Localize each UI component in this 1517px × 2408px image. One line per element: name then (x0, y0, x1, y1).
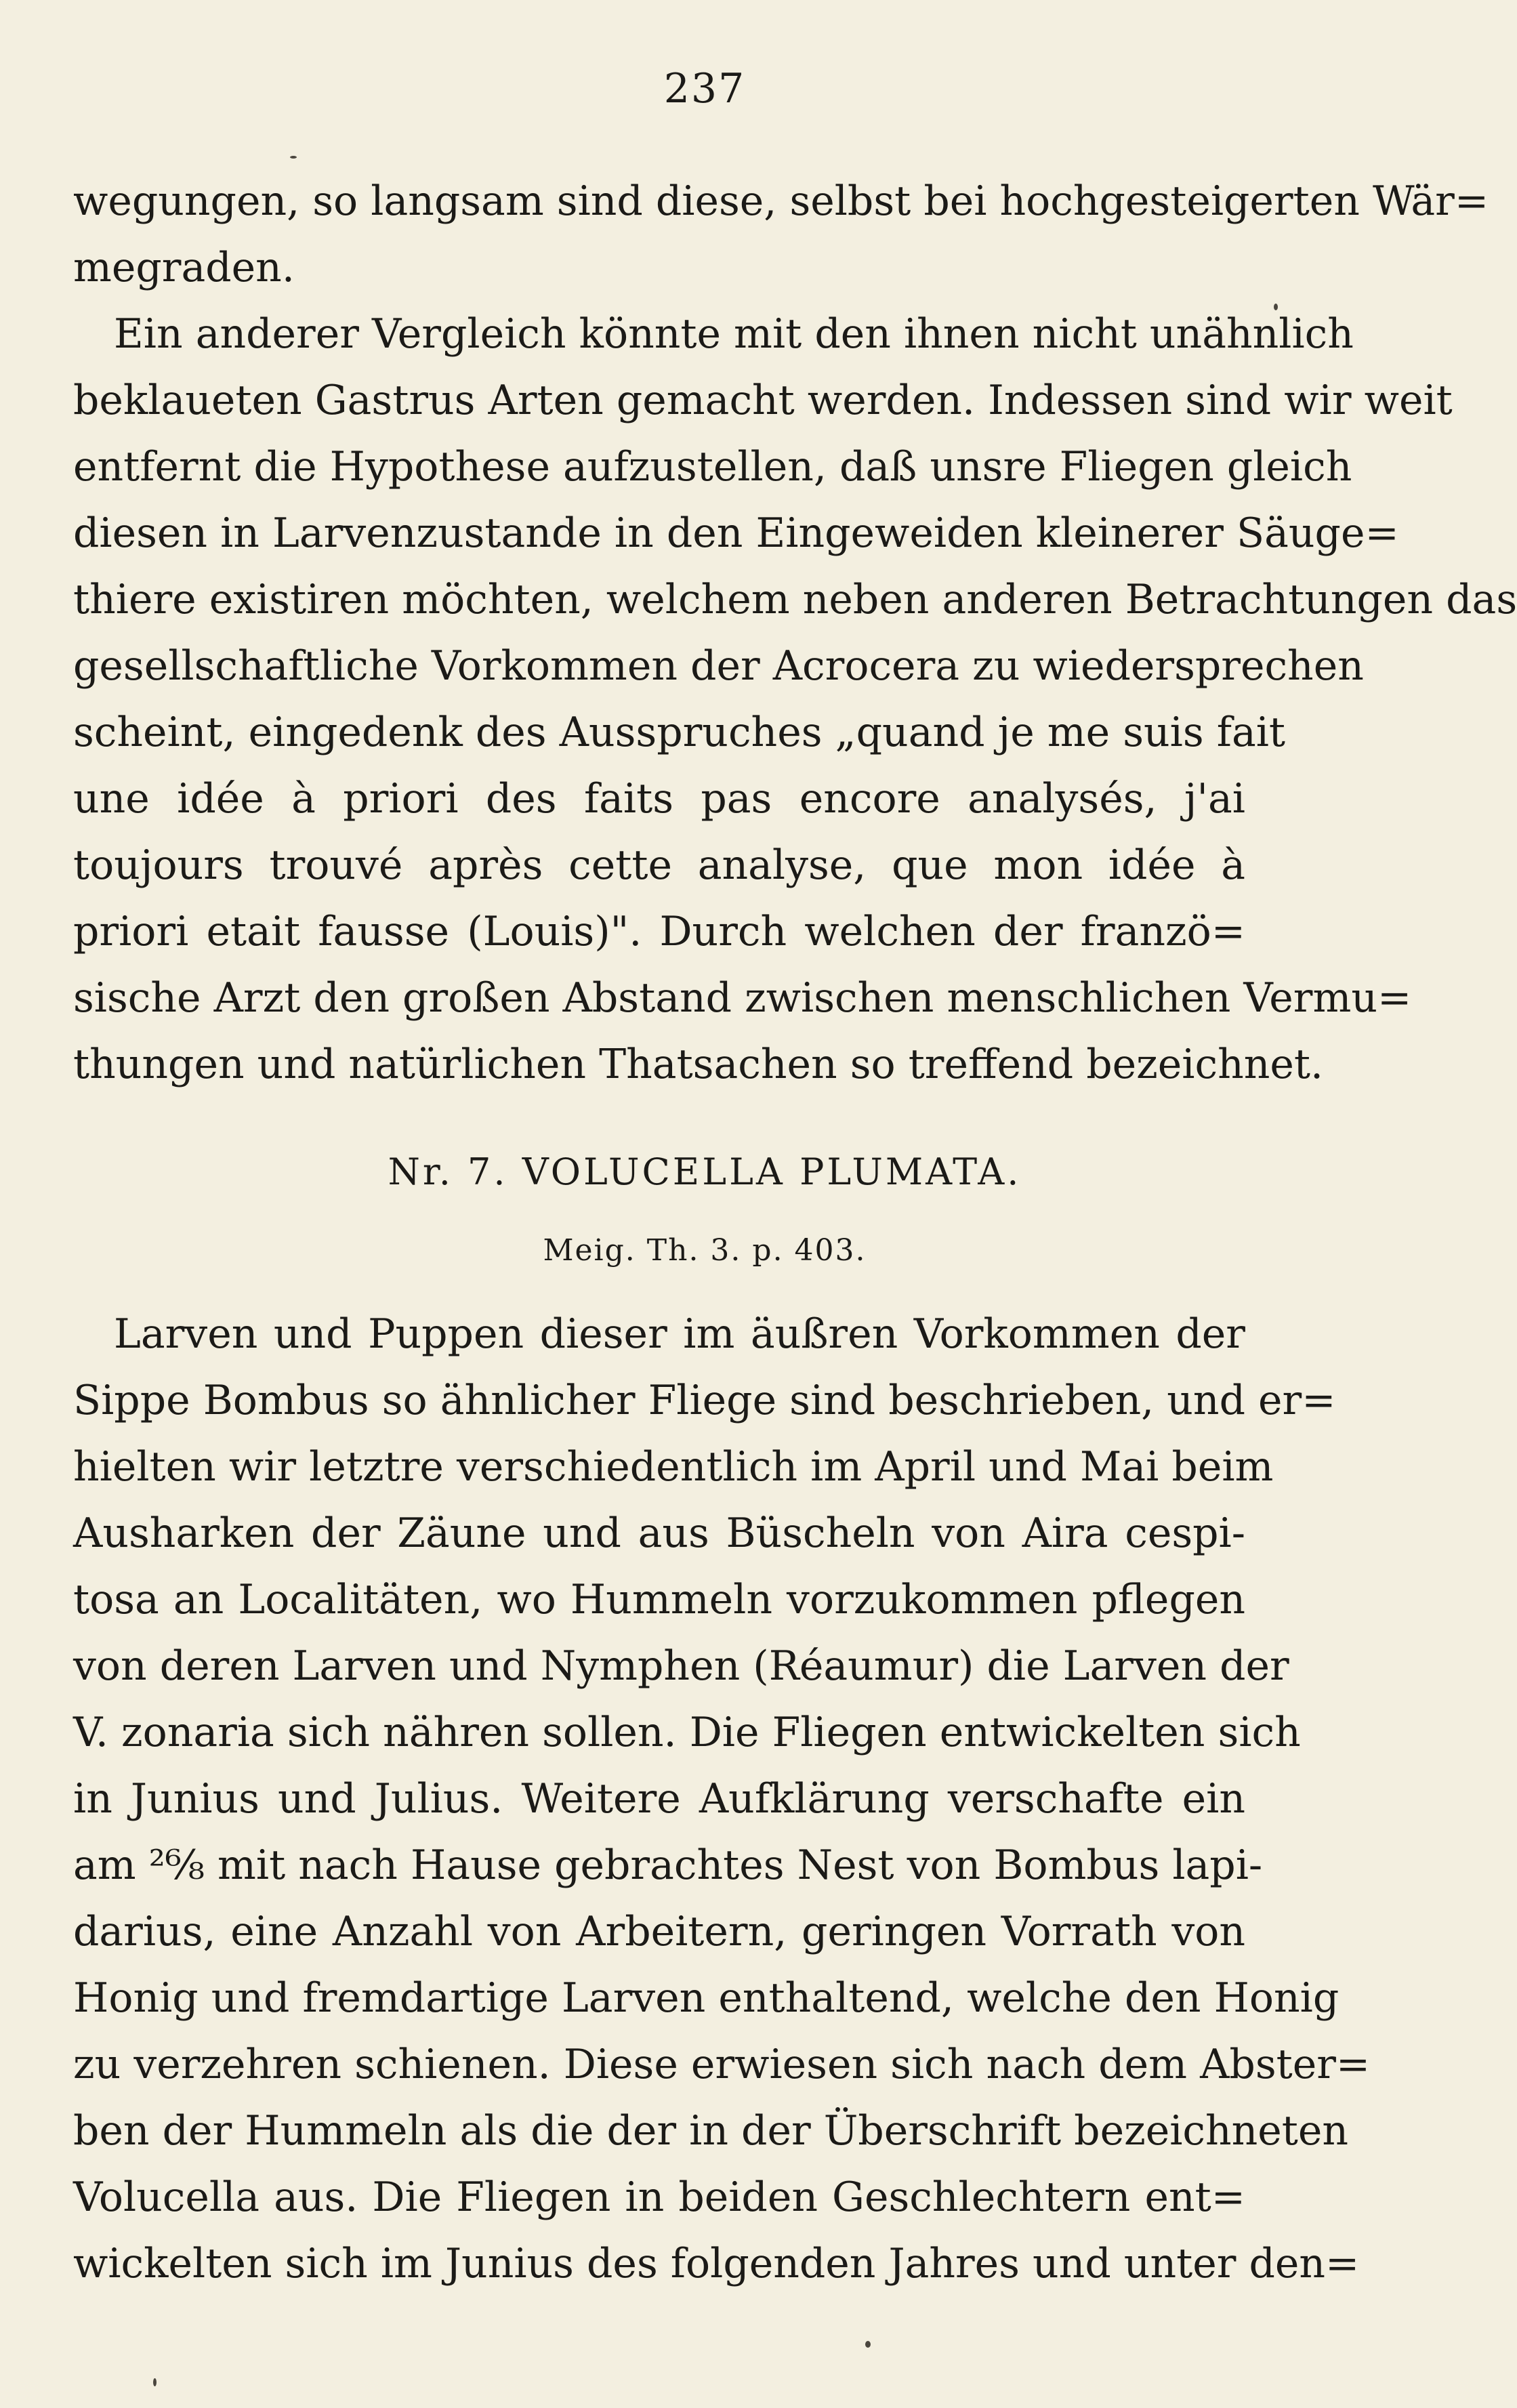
text-line: hielten wir letztre verschiedentlich im April und Mai beim (73, 1443, 1274, 1491)
section-subheading: Meig. Th. 3. p. 403. (543, 1233, 867, 1268)
text-line: Volucella aus. Die Fliegen in beiden Geschlechtern ent= (73, 2174, 1245, 2221)
text-line: priori etait fausse (Louis)". Durch welchen der franzö= (73, 908, 1245, 955)
text-line: Ausharken der Zäune und aus Büscheln von Aira cespi- (73, 1510, 1245, 1557)
text-line: wickelten sich im Junius des folgenden Jahres und unter den= (73, 2240, 1360, 2287)
text-line: darius, eine Anzahl von Arbeitern, geringen Vorrath von (73, 1908, 1245, 1955)
text-line: megraden. (73, 244, 295, 291)
text-line: beklaueten Gastrus Arten gemacht werden. Indessen sind wir weit (73, 377, 1453, 424)
text-line: Larven und Puppen dieser im äußren Vorkommen der (114, 1310, 1245, 1358)
text-line: sische Arzt den großen Abstand zwischen menschlichen Vermu= (73, 974, 1412, 1022)
text-line: wegungen, so langsam sind diese, selbst bei hochgesteigerten Wär= (73, 178, 1489, 225)
text-line: zu verzehren schienen. Diese erwiesen sich nach dem Abster= (73, 2041, 1371, 2088)
text-line: thiere existiren möchten, welchem neben anderen Betrachtungen das (73, 576, 1517, 623)
text-line: Sippe Bombus so ähnlicher Fliege sind beschrieben, und er= (73, 1377, 1336, 1424)
text-line: toujours trouvé après cette analyse, que mon idée à (73, 842, 1245, 889)
text-block-top (73, 168, 1517, 1098)
text-line: scheint, eingedenk des Ausspruches „quand je me suis fait (73, 709, 1286, 756)
text-line: entfernt die Hypothese aufzustellen, daß unsre Fliegen gleich (73, 443, 1352, 491)
text-line: von deren Larven und Nymphen (Réaumur) die Larven der (73, 1642, 1289, 1690)
text-line: diesen in Larvenzustande in den Eingeweiden kleinerer Säuge= (73, 510, 1399, 557)
text-line: thungen und natürlichen Thatsachen so treffend bezeichnet. (73, 1041, 1324, 1088)
text-line: gesellschaftliche Vorkommen der Acrocera zu wiedersprechen (73, 642, 1364, 690)
text-line: une idée à priori des faits pas encore analysés, j'ai (73, 775, 1245, 823)
text-line: ben der Hummeln als die der in der Überschrift bezeichneten (73, 2107, 1349, 2155)
section-heading: Nr. 7. VOLUCELLA PLUMATA. (388, 1150, 1022, 1193)
ink-speck (1274, 304, 1278, 310)
text-block-bottom (73, 1301, 1371, 2297)
page-number: 237 (663, 65, 746, 112)
text-line: in Junius und Julius. Weitere Aufklärung verschafte ein (73, 1775, 1245, 1823)
ink-speck (865, 2341, 871, 2348)
ink-speck (153, 2378, 157, 2386)
text-line: Ein anderer Vergleich könnte mit den ihnen nicht unähnlich (114, 310, 1354, 358)
text-line: am ²⁶⁄₈ mit nach Hause gebrachtes Nest von Bombus lapi- (73, 1842, 1263, 1889)
text-line: tosa an Localitäten, wo Hummeln vorzukommen pflegen (73, 1576, 1245, 1623)
text-line: Honig und fremdartige Larven enthaltend, welche den Honig (73, 1974, 1339, 2022)
text-line: V. zonaria sich nähren sollen. Die Fliegen entwickelten sich (73, 1709, 1301, 1756)
ink-speck (290, 156, 297, 159)
